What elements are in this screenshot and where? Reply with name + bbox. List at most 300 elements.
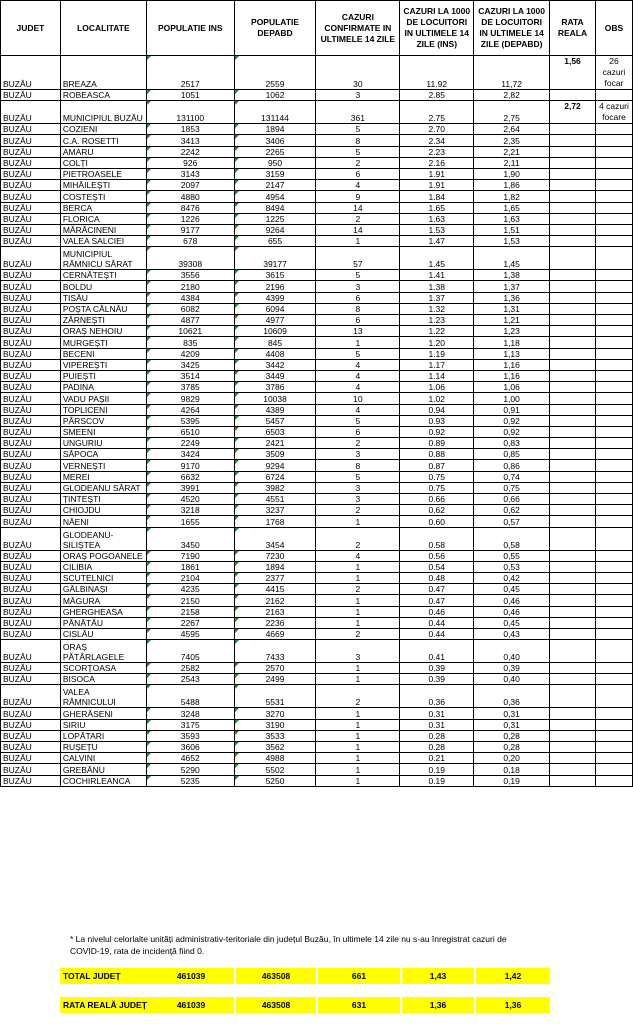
rate-depabd-cell: 0,20 [474,753,550,764]
rata-reala-cell [550,213,596,224]
rata-reala-cell [550,404,596,415]
rate-depabd-cell: 0,45 [474,584,550,595]
rata-reala-cell [550,561,596,572]
table-row [1,247,633,270]
rate-ins-cell: 2.16 [400,157,474,168]
population-ins-cell: 6510 [146,426,234,437]
rate-depabd-cell: 2,64 [474,124,550,135]
cases-cell: 1 [316,606,400,617]
population-ins-cell: 9829 [146,393,234,404]
population-ins-cell: 1861 [146,561,234,572]
rate-ins-cell: 0.89 [400,438,474,449]
obs-cell [595,572,632,583]
rate-ins-cell: 0.88 [400,449,474,460]
rate-ins-cell: 0.39 [400,674,474,685]
cases-cell: 5 [316,471,400,482]
population-ins-cell: 3248 [146,708,234,719]
locality-cell: COSTEȘTI [60,191,146,202]
rate-depabd-cell: 0,86 [474,460,550,471]
county-cell: BUZĂU [1,708,61,719]
obs-cell [595,180,632,191]
cases-cell: 1 [316,236,400,247]
population-ins-cell: 3143 [146,168,234,179]
rate-ins-cell: 2.85 [400,90,474,101]
county-cell: BUZĂU [1,628,61,639]
county-cell: BUZĂU [1,348,61,359]
obs-cell [595,404,632,415]
rate-depabd-cell: 1,82 [474,191,550,202]
rate-ins-cell: 0.58 [400,527,474,550]
column-header: POPULATIE DEPABD [234,1,316,56]
rate-depabd-cell: 1,36 [474,292,550,303]
county-cell: BUZĂU [1,606,61,617]
cases-cell: 5 [316,415,400,426]
rate-ins-cell: 1.32 [400,303,474,314]
population-ins-cell: 2158 [146,606,234,617]
table-row [1,370,633,381]
rata-reala-judet-row [0,997,633,1013]
population-depabd-cell: 3786 [234,382,316,393]
column-header: CAZURI LA 1000 DE LOCUITORI IN ULTIMELE 14 ZILE (INS) [400,1,474,56]
obs-cell [595,213,632,224]
rate-ins-cell: 0.44 [400,617,474,628]
obs-cell [595,742,632,753]
table-row [1,561,633,572]
cases-cell: 1 [316,561,400,572]
rate-depabd-cell: 1,53 [474,236,550,247]
cases-cell: 8 [316,135,400,146]
locality-cell: SCORȚOASA [60,663,146,674]
population-depabd-cell: 4551 [234,494,316,505]
rate-ins-cell: 0.48 [400,572,474,583]
cases-cell: 57 [316,247,400,270]
rate-ins-cell: 0.75 [400,482,474,493]
population-depabd-cell: 845 [234,337,316,348]
table-row [1,303,633,314]
population-ins-cell: 6082 [146,303,234,314]
rate-depabd-cell: 0,31 [474,719,550,730]
county-cell: BUZĂU [1,471,61,482]
rata-reala-cell [550,202,596,213]
county-cell: BUZĂU [1,303,61,314]
locality-cell: AMARU [60,146,146,157]
population-depabd-cell: 3237 [234,505,316,516]
county-cell: BUZĂU [1,494,61,505]
obs-cell [595,247,632,270]
locality-cell: BISOCA [60,674,146,685]
cases-cell: 2 [316,584,400,595]
obs-cell [595,640,632,663]
total-rate-depabd: 1,42 [476,968,550,984]
rate-ins-cell: 0.94 [400,404,474,415]
locality-cell: PĂNĂTĂU [60,617,146,628]
rate-depabd-cell: 0,92 [474,415,550,426]
rate-ins-cell: 0.47 [400,595,474,606]
rate-depabd-cell: 2,75 [474,101,550,124]
table-row [1,146,633,157]
obs-cell [595,393,632,404]
rate-ins-cell: 0.66 [400,494,474,505]
county-cell: BUZĂU [1,101,61,124]
locality-cell: UNGURIU [60,438,146,449]
county-cell: BUZĂU [1,337,61,348]
rata-reala-judet-rate-ins: 1,36 [402,997,474,1013]
population-depabd-cell: 3509 [234,449,316,460]
cases-cell: 14 [316,202,400,213]
rata-reala-cell [550,527,596,550]
rata-reala-judet-rate-depabd: 1,36 [476,997,550,1013]
rata-reala-cell [550,270,596,281]
county-cell: BUZĂU [1,438,61,449]
locality-cell: RUȘEȚU [60,742,146,753]
table-row [1,572,633,583]
table-row [1,236,633,247]
cases-cell: 2 [316,157,400,168]
obs-cell [595,382,632,393]
population-depabd-cell: 10609 [234,326,316,337]
population-depabd-cell: 5531 [234,685,316,708]
population-ins-cell: 7405 [146,640,234,663]
table-row [1,640,633,663]
rate-depabd-cell: 0,28 [474,742,550,753]
locality-cell: BECENI [60,348,146,359]
county-cell: BUZĂU [1,617,61,628]
rate-depabd-cell: 0,36 [474,685,550,708]
population-ins-cell: 3606 [146,742,234,753]
rata-reala-cell [550,281,596,292]
county-cell: BUZĂU [1,572,61,583]
county-cell: BUZĂU [1,674,61,685]
population-ins-cell: 9177 [146,224,234,235]
population-ins-cell: 8476 [146,202,234,213]
total-rate-ins: 1,43 [402,968,474,984]
table-row [1,224,633,235]
cases-cell: 1 [316,617,400,628]
obs-cell [595,146,632,157]
rata-reala-cell [550,719,596,730]
population-ins-cell: 3425 [146,359,234,370]
obs-cell [595,135,632,146]
rate-ins-cell: 1.19 [400,348,474,359]
obs-cell [595,708,632,719]
locality-cell: BERCA [60,202,146,213]
rata-reala-cell [550,764,596,775]
rata-reala-cell [550,247,596,270]
population-ins-cell: 4264 [146,404,234,415]
population-ins-cell: 1655 [146,516,234,527]
population-ins-cell: 4877 [146,315,234,326]
population-ins-cell: 10621 [146,326,234,337]
population-ins-cell: 3991 [146,482,234,493]
cases-cell: 1 [316,516,400,527]
rate-depabd-cell: 0,45 [474,617,550,628]
obs-cell [595,90,632,101]
locality-cell: SĂPOCA [60,449,146,460]
population-ins-cell: 3450 [146,527,234,550]
rata-reala-cell [550,348,596,359]
population-depabd-cell: 4389 [234,404,316,415]
obs-cell [595,370,632,381]
population-ins-cell: 1226 [146,213,234,224]
table-row [1,516,633,527]
rate-ins-cell: 1.20 [400,337,474,348]
county-cell: BUZĂU [1,482,61,493]
cases-cell: 4 [316,404,400,415]
rata-reala-cell [550,708,596,719]
population-depabd-cell: 2265 [234,146,316,157]
table-row [1,382,633,393]
population-depabd-cell: 4408 [234,348,316,359]
population-ins-cell: 3556 [146,270,234,281]
county-cell: BUZĂU [1,753,61,764]
locality-cell: CERNĂTEȘTI [60,270,146,281]
population-ins-cell: 5488 [146,685,234,708]
total-label: TOTAL JUDEȚ [60,968,149,984]
obs-cell [595,270,632,281]
cases-cell: 1 [316,753,400,764]
population-ins-cell: 131100 [146,101,234,124]
rata-reala-cell: 1,56 [550,56,596,90]
cases-cell: 6 [316,292,400,303]
rata-reala-cell [550,505,596,516]
table-row [1,460,633,471]
cases-cell: 10 [316,393,400,404]
rate-ins-cell: 1.63 [400,213,474,224]
table-row [1,595,633,606]
obs-cell [595,449,632,460]
header-row [1,1,633,56]
population-ins-cell: 3413 [146,135,234,146]
rate-ins-cell: 0.39 [400,663,474,674]
table-row [1,393,633,404]
locality-cell: ORAȘ NEHOIU [60,326,146,337]
cases-cell: 2 [316,527,400,550]
county-cell: BUZĂU [1,640,61,663]
population-depabd-cell: 2559 [234,56,316,90]
county-cell: BUZĂU [1,663,61,674]
rate-depabd-cell: 1,51 [474,224,550,235]
cases-cell: 2 [316,505,400,516]
rate-depabd-cell: 1,13 [474,348,550,359]
population-ins-cell: 2104 [146,572,234,583]
rate-depabd-cell: 0,40 [474,674,550,685]
population-ins-cell: 2582 [146,663,234,674]
population-ins-cell: 2517 [146,56,234,90]
county-cell: BUZĂU [1,370,61,381]
locality-cell: POȘTA CÂLNĂU [60,303,146,314]
obs-cell [595,157,632,168]
cases-cell: 5 [316,124,400,135]
rate-ins-cell: 0.93 [400,415,474,426]
rate-depabd-cell: 1,63 [474,213,550,224]
locality-cell: COLȚI [60,157,146,168]
rata-reala-cell [550,426,596,437]
locality-cell: FLORICA [60,213,146,224]
obs-cell [595,719,632,730]
rate-depabd-cell: 1,45 [474,247,550,270]
county-cell: BUZĂU [1,168,61,179]
column-header: CAZURI CONFIRMATE IN ULTIMELE 14 ZILE [316,1,400,56]
rate-depabd-cell: 1,86 [474,180,550,191]
obs-cell [595,337,632,348]
population-ins-cell: 5235 [146,775,234,786]
rata-reala-cell [550,303,596,314]
column-header: CAZURI LA 1000 DE LOCUITORI IN ULTIMELE 14 ZILE (DEPABD) [474,1,550,56]
table-row [1,270,633,281]
obs-cell [595,685,632,708]
rate-ins-cell: 0.44 [400,628,474,639]
table-row [1,730,633,741]
population-ins-cell: 926 [146,157,234,168]
cases-cell: 3 [316,482,400,493]
county-cell: BUZĂU [1,775,61,786]
table-row [1,337,633,348]
obs-cell [595,202,632,213]
locality-cell: ORAȘ POGOANELE [60,550,146,561]
rata-reala-cell [550,742,596,753]
locality-cell: PUIEȘTI [60,370,146,381]
locality-cell: CISLĂU [60,628,146,639]
rata-reala-judet-cases: 631 [318,997,400,1013]
population-depabd-cell: 4669 [234,628,316,639]
population-depabd-cell: 3270 [234,708,316,719]
population-depabd-cell: 4399 [234,292,316,303]
obs-cell: 4 cazuri focare [595,101,632,124]
population-depabd-cell: 5457 [234,415,316,426]
county-cell: BUZĂU [1,764,61,775]
population-depabd-cell: 5502 [234,764,316,775]
table-row [1,719,633,730]
obs-cell [595,505,632,516]
rate-ins-cell: 1.23 [400,315,474,326]
population-depabd-cell: 3159 [234,168,316,179]
rate-ins-cell: 0.36 [400,685,474,708]
population-depabd-cell: 1062 [234,90,316,101]
county-cell: BUZĂU [1,404,61,415]
cases-cell: 3 [316,281,400,292]
population-ins-cell: 3593 [146,730,234,741]
rate-depabd-cell: 0,85 [474,449,550,460]
county-cell: BUZĂU [1,393,61,404]
locality-cell: VIPEREȘTI [60,359,146,370]
rata-reala-cell [550,595,596,606]
rata-reala-cell [550,382,596,393]
population-depabd-cell: 7433 [234,640,316,663]
table-row [1,663,633,674]
locality-cell: GHERĂSENI [60,708,146,719]
table-row [1,606,633,617]
county-cell: BUZĂU [1,90,61,101]
rate-ins-cell: 1.84 [400,191,474,202]
obs-cell [595,730,632,741]
table-row [1,449,633,460]
obs-cell [595,482,632,493]
rate-ins-cell: 0.19 [400,775,474,786]
obs-cell [595,326,632,337]
obs-cell [595,348,632,359]
population-ins-cell: 1853 [146,124,234,135]
obs-cell [595,628,632,639]
rate-depabd-cell: 1,23 [474,326,550,337]
population-depabd-cell: 3190 [234,719,316,730]
population-depabd-cell: 2377 [234,572,316,583]
population-depabd-cell: 5250 [234,775,316,786]
county-cell: BUZĂU [1,359,61,370]
rata-reala-judet-label: RATA REALĂ JUDEȚ [60,997,149,1013]
population-ins-cell: 2180 [146,281,234,292]
cases-cell: 1 [316,663,400,674]
rate-depabd-cell: 0,75 [474,482,550,493]
rate-ins-cell: 0.75 [400,471,474,482]
population-depabd-cell: 1768 [234,516,316,527]
obs-cell [595,775,632,786]
rata-reala-cell [550,550,596,561]
population-ins-cell: 5395 [146,415,234,426]
rate-depabd-cell: 0,74 [474,471,550,482]
rate-depabd-cell: 2,11 [474,157,550,168]
cases-cell: 2 [316,438,400,449]
rata-reala-cell [550,663,596,674]
population-depabd-cell: 1894 [234,124,316,135]
rate-ins-cell: 0.19 [400,764,474,775]
table-row [1,315,633,326]
population-ins-cell: 2249 [146,438,234,449]
rata-reala-cell [550,168,596,179]
population-ins-cell: 3785 [146,382,234,393]
population-depabd-cell: 9264 [234,224,316,235]
rata-reala-judet-depabd: 463508 [236,997,316,1013]
table-row [1,505,633,516]
cases-cell: 1 [316,742,400,753]
population-ins-cell: 835 [146,337,234,348]
table-row [1,775,633,786]
county-cell: BUZĂU [1,180,61,191]
rata-reala-cell [550,224,596,235]
obs-cell [595,359,632,370]
population-depabd-cell: 3406 [234,135,316,146]
county-cell: BUZĂU [1,56,61,90]
rate-depabd-cell: 0,40 [474,640,550,663]
county-cell: BUZĂU [1,561,61,572]
cases-cell: 6 [316,168,400,179]
locality-cell: TOPLICENI [60,404,146,415]
obs-cell [595,764,632,775]
cases-cell: 3 [316,640,400,663]
locality-cell: PIETROASELE [60,168,146,179]
population-depabd-cell: 2147 [234,180,316,191]
rata-reala-cell [550,628,596,639]
population-depabd-cell: 3562 [234,742,316,753]
rata-reala-cell [550,572,596,583]
population-depabd-cell: 3442 [234,359,316,370]
obs-cell [595,674,632,685]
county-cell: BUZĂU [1,135,61,146]
rate-depabd-cell: 0,39 [474,663,550,674]
cases-cell: 1 [316,708,400,719]
rata-reala-cell [550,370,596,381]
population-ins-cell: 2150 [146,595,234,606]
rata-reala-cell [550,775,596,786]
rate-depabd-cell: 2,21 [474,146,550,157]
population-ins-cell: 4520 [146,494,234,505]
cases-cell: 4 [316,180,400,191]
rate-depabd-cell: 0,19 [474,775,550,786]
rate-ins-cell: 1.47 [400,236,474,247]
table-row [1,764,633,775]
total-ins: 461039 [148,968,234,984]
cases-cell: 1 [316,572,400,583]
cases-cell: 3 [316,449,400,460]
